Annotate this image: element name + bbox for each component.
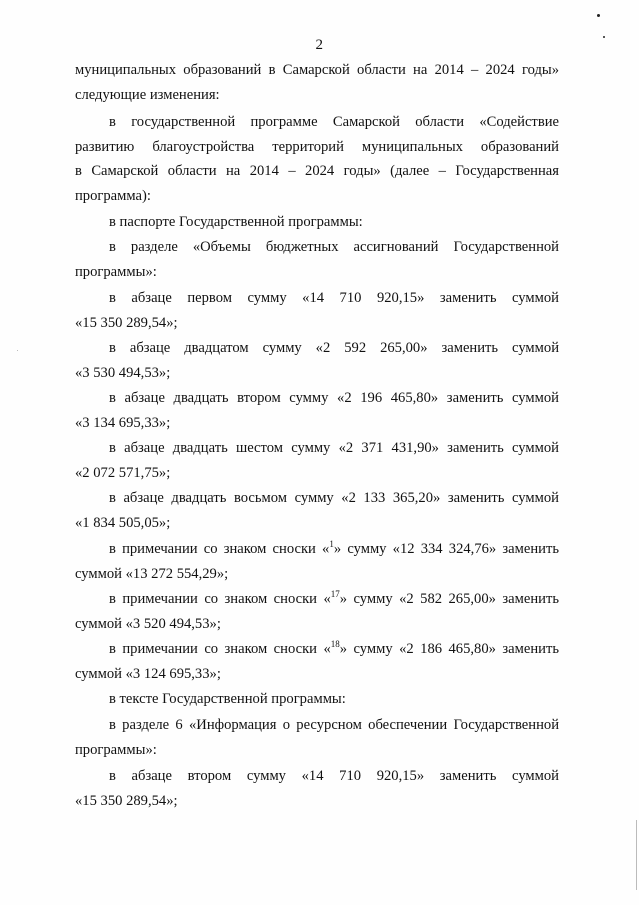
text-line: «3 134 695,33»; <box>75 414 171 431</box>
paragraph <box>75 436 559 485</box>
paragraph <box>75 58 559 107</box>
text-line: в разделе «Объемы бюджетных ассигнований Государственной <box>109 239 559 255</box>
text-line: муниципальных образований в Самарской области на 2014 – 2024 годы» <box>75 62 559 78</box>
text-line: «1 834 505,05»; <box>75 514 171 531</box>
scan-speck <box>603 36 605 38</box>
paragraph <box>75 210 559 235</box>
text-fragment: » сумму «2 186 465,80» заменить <box>339 641 560 657</box>
text-line: «15 350 289,54»; <box>75 792 178 809</box>
text-line: в абзаце двадцать шестом сумму «2 371 431,90» заменить суммой <box>109 440 559 456</box>
text-line: в абзаце двадцатом сумму «2 592 265,00» заменить суммой <box>109 340 559 356</box>
text-line: в разделе 6 «Информация о ресурсном обеспечении Государственной <box>109 717 559 733</box>
text-line: развитию благоустройства территорий муниципальных образований <box>75 138 559 155</box>
paragraph <box>75 637 559 686</box>
footnote-mark: 17 <box>330 589 340 599</box>
text-line: следующие изменения: <box>75 86 220 103</box>
paragraph <box>75 336 559 385</box>
text-line: в паспорте Государственной программы: <box>109 214 363 230</box>
text-line: «2 072 571,75»; <box>75 464 171 481</box>
scan-speck <box>597 14 600 17</box>
text-fragment: в примечании со знаком сноски « <box>109 541 330 557</box>
text-line <box>75 537 559 562</box>
paragraph <box>75 713 559 762</box>
footnote-mark: 1 <box>329 539 334 549</box>
text-fragment: » сумму «2 582 265,00» заменить <box>339 591 560 607</box>
paragraph <box>75 587 559 636</box>
text-fragment: в примечании со знаком сноски « <box>109 591 331 607</box>
paragraph <box>75 110 559 208</box>
text-fragment: в примечании со знаком сноски « <box>109 641 331 657</box>
paragraph <box>75 486 559 535</box>
text-line: «15 350 289,54»; <box>75 314 178 331</box>
text-line: суммой «13 272 554,29»; <box>75 565 229 582</box>
text-line <box>75 637 559 662</box>
scan-edge-shadow <box>636 820 637 890</box>
scan-speck <box>17 350 18 351</box>
text-line: в абзаце двадцать восьмом сумму «2 133 365,20» заменить суммой <box>109 490 559 506</box>
text-fragment: » сумму «12 334 324,76» заменить <box>333 541 559 557</box>
text-line: программы»: <box>75 263 157 280</box>
text-line: программы»: <box>75 741 157 758</box>
text-line <box>75 587 559 612</box>
paragraph <box>75 286 559 335</box>
paragraph <box>75 386 559 435</box>
text-line: суммой «3 124 695,33»; <box>75 665 221 682</box>
paragraph <box>75 537 559 586</box>
footnote-mark: 18 <box>330 639 340 649</box>
text-line: в государственной программе Самарской области «Содействие <box>109 114 559 130</box>
paragraph <box>75 764 559 813</box>
text-line: программа): <box>75 187 151 204</box>
text-line: «3 530 494,53»; <box>75 364 171 381</box>
text-line: в абзаце втором сумму «14 710 920,15» заменить суммой <box>109 768 559 784</box>
text-line: суммой «3 520 494,53»; <box>75 615 221 632</box>
page-number: 2 <box>315 37 324 53</box>
text-line: в абзаце первом сумму «14 710 920,15» заменить суммой <box>109 290 559 306</box>
text-line: в абзаце двадцать втором сумму «2 196 465,80» заменить суммой <box>109 390 559 406</box>
paragraph <box>75 235 559 284</box>
paragraph <box>75 687 559 712</box>
text-line: в тексте Государственной программы: <box>109 691 346 707</box>
text-line: в Самарской области на 2014 – 2024 годы» (далее – Государственная <box>75 163 559 179</box>
